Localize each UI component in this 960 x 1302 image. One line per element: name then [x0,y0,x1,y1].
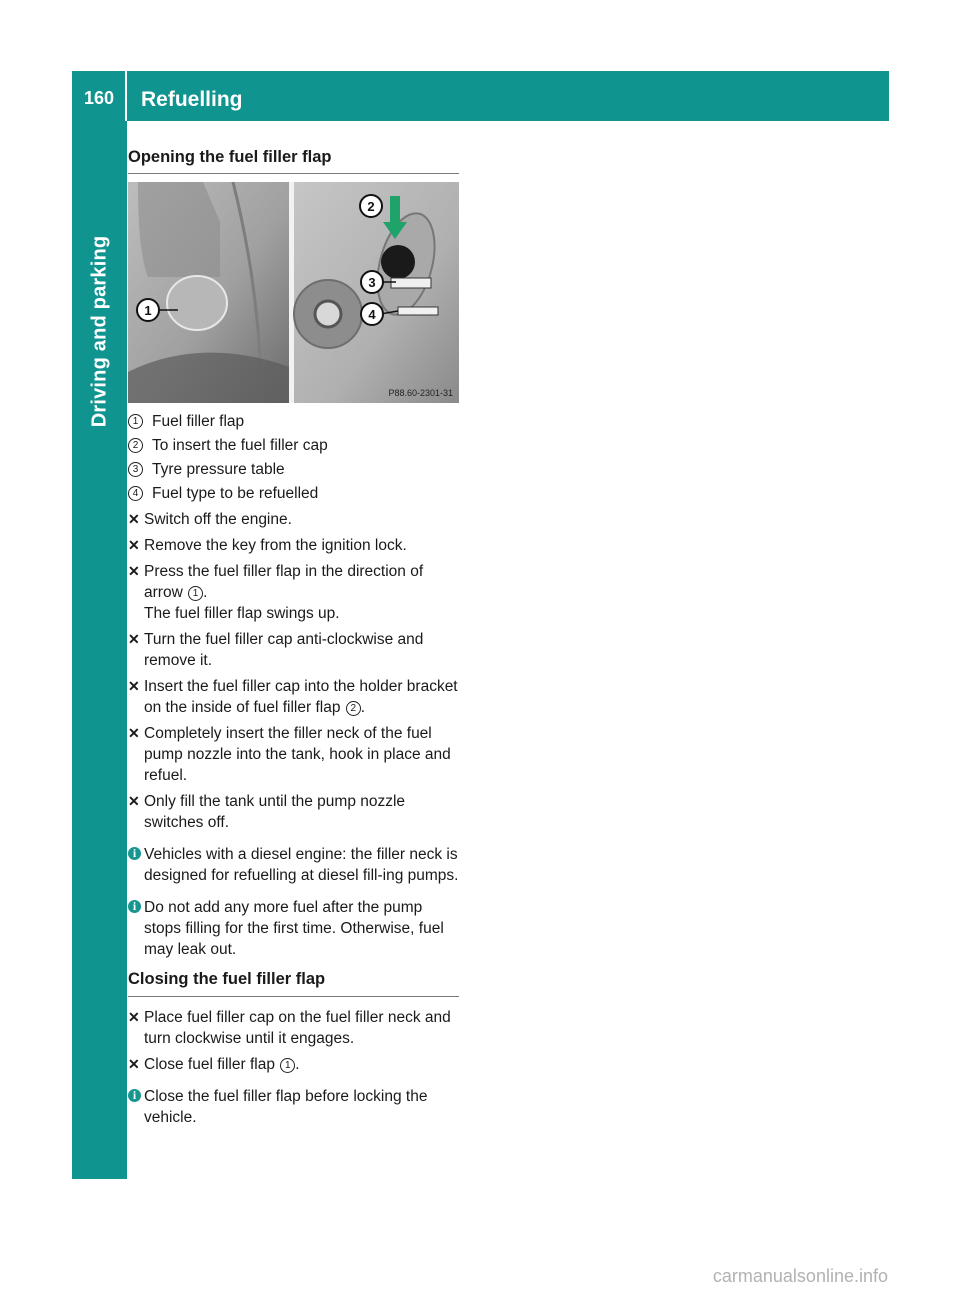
info-icon: i [128,900,141,913]
step-item [128,535,459,556]
image-code: P88.60-2301-31 [388,388,453,398]
fuel-flap-illustration [128,182,459,403]
callout-1 [137,299,159,321]
watermark: carmanualsonline.info [712,1266,888,1286]
fuel-flap-figure [128,182,459,403]
step-ref-number: 1 [188,586,203,601]
step-tail: . [360,699,366,716]
info-text: Do not add any more fuel after the pump stops filling for the first time. Otherwise, fuel may leak out. [144,899,444,958]
svg-text:2: 2 [367,199,375,214]
arrow-shaft [390,196,400,224]
step-marker-icon: ✕ [128,563,140,579]
legend-item [128,411,459,432]
window-shape [138,182,220,277]
step-marker-icon: ✕ [128,511,140,527]
closing-section [128,970,459,1128]
legend-text: To insert the fuel filler cap [152,437,328,454]
content-column [128,148,459,1128]
step-text: Turn the fuel filler cap anti-clockwise and remove it. [144,631,424,669]
svg-text:3: 3 [368,275,376,290]
step-tail: . [295,1056,300,1073]
legend-number: 2 [128,438,143,453]
legend-number: 3 [128,462,143,477]
step-item [128,509,459,530]
section-rule [128,173,459,174]
step-item [128,629,459,671]
legend-list [128,411,459,504]
opening-steps [128,509,459,833]
step-marker-icon: ✕ [128,678,140,694]
step-item [128,676,459,718]
fuel-label-sticker [398,307,438,315]
stowed-cap [381,245,415,279]
legend-number: 4 [128,486,143,501]
side-label [72,121,127,541]
legend-item [128,435,459,456]
legend-item [128,483,459,504]
header-divider [125,71,127,121]
section-title-opening: Opening the fuel filler flap [128,148,332,166]
step-text: Insert the fuel filler cap into the holder bracket on the inside of fuel filler flap [144,678,458,716]
legend-text: Fuel filler flap [152,413,245,430]
section-title-closing: Closing the fuel filler flap [128,970,326,988]
step-text: Only fill the tank until the pump nozzle switches off. [144,793,406,831]
info-icon: i [128,1089,141,1102]
legend-number: 1 [128,414,143,429]
step-marker-icon: ✕ [128,631,140,647]
info-note [128,844,459,886]
step-text: Close fuel filler flap [144,1056,275,1073]
step-marker-icon: ✕ [128,793,140,809]
info-icon: i [128,847,141,860]
step-marker-icon: ✕ [128,537,140,553]
step-text: Switch off the engine. [144,511,292,528]
callout-3 [361,271,383,293]
callout-2 [360,195,382,217]
tyre-label-sticker [391,278,431,288]
step-ref-number: 1 [280,1058,295,1073]
step-item [128,561,459,624]
page-number: 160 [84,88,115,108]
svg-text:1: 1 [144,303,152,318]
step-marker-icon: ✕ [128,1009,140,1025]
step-text: Completely insert the filler neck of the fuel pump nozzle into the tank, hook in place and refuel. [144,725,451,784]
flap-outline [167,276,227,330]
step-item [128,1054,459,1075]
step-text: Remove the key from the ignition lock. [144,537,407,554]
step-text: Press the fuel filler flap in the direction of arrow [144,563,424,601]
info-text: Close the fuel filler flap before locking the vehicle. [144,1088,428,1126]
callout-4 [361,303,383,325]
section-rule [128,996,459,997]
svg-text:4: 4 [368,307,376,322]
page-header-title: Refuelling [141,88,243,111]
legend-text: Fuel type to be refuelled [152,485,319,502]
info-note [128,897,459,960]
step-text: Place fuel filler cap on the fuel filler neck and turn clockwise until it engages. [144,1009,451,1047]
step-item [128,1007,459,1049]
info-note [128,1086,459,1128]
step-item [128,723,459,786]
legend-item [128,459,459,480]
step-marker-icon: ✕ [128,725,140,741]
step-item [128,791,459,833]
step-result: The fuel filler flap swings up. [144,605,340,622]
info-text: Vehicles with a diesel engine: the filler neck is designed for refuelling at diesel fill-ing pumps. [144,846,459,884]
legend-text: Tyre pressure table [152,461,285,478]
step-marker-icon: ✕ [128,1056,140,1072]
step-ref-number: 2 [346,701,361,716]
filler-cap-ring [315,301,341,327]
step-tail: . [203,584,208,601]
side-label-text: Driving and parking [88,235,111,427]
panel-divider [289,182,294,403]
